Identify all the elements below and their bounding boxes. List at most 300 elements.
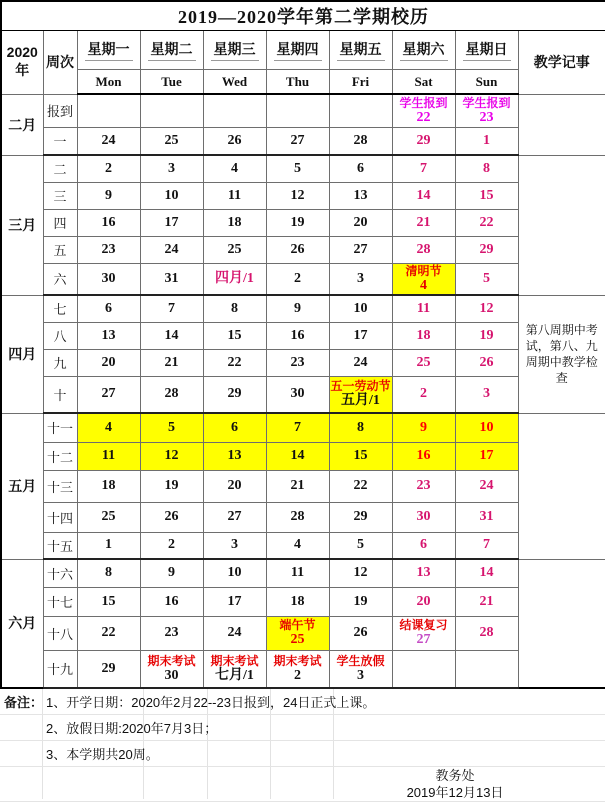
date-number: 21: [164, 354, 179, 370]
calendar-row: [1, 209, 605, 236]
day-cell: [203, 209, 266, 236]
signature-row: [0, 767, 605, 781]
week-number: 九: [43, 349, 77, 376]
day-cell: [77, 413, 140, 442]
day-cell: [77, 127, 140, 155]
day-cell: [329, 127, 392, 155]
remarks-section: [0, 689, 605, 799]
event-label: 期末考试: [147, 653, 196, 668]
date-number: 22: [353, 478, 368, 493]
day-cell: [392, 470, 455, 502]
date-number: 11: [101, 448, 116, 463]
day-cell: [455, 532, 518, 559]
week-number: 十八: [43, 616, 77, 650]
date-number: 3: [483, 386, 490, 402]
remark-text-2: 2、放假日期:2020年7月3日；: [46, 721, 218, 736]
date-number: 四月/1: [215, 270, 254, 286]
day-cell: [140, 376, 203, 413]
day-cell: [329, 349, 392, 376]
day-header-en: Mon: [77, 70, 140, 95]
day-cell: [329, 587, 392, 616]
date-number: 15: [479, 187, 494, 203]
month-label: 二月: [1, 94, 43, 155]
day-cell: [329, 413, 392, 442]
day-cell: [203, 263, 266, 295]
date-number: 29: [353, 509, 368, 524]
date-number: 9: [105, 187, 112, 203]
day-cell: [329, 442, 392, 470]
week-number: 二: [43, 155, 77, 182]
date-number: 19: [479, 327, 494, 343]
year-header: 2020年: [1, 31, 43, 95]
calendar-row: [1, 532, 605, 559]
date-number: 25: [290, 632, 305, 647]
date-number: 28: [290, 509, 305, 524]
day-cell: [455, 616, 518, 650]
event-label: 学生报到: [462, 95, 511, 110]
week-number: 十四: [43, 502, 77, 532]
teaching-notes-cell: [518, 155, 605, 295]
date-number: 23: [479, 109, 494, 125]
date-number: 26: [227, 132, 242, 148]
date-number: 16: [164, 593, 179, 609]
date-number: 23: [416, 478, 431, 493]
date-number: 4: [294, 537, 301, 553]
date-number: 30: [164, 667, 179, 683]
calendar-row: [1, 322, 605, 349]
date-number: 14: [479, 565, 494, 581]
calendar-row: [1, 127, 605, 155]
day-header-label: 星期四: [274, 39, 322, 61]
date-number: 8: [357, 419, 364, 435]
day-cell: [203, 349, 266, 376]
day-cell: [455, 155, 518, 182]
day-cell: [77, 349, 140, 376]
date-number: 29: [227, 386, 242, 402]
date-number: 27: [416, 632, 431, 647]
date-number: 5: [168, 419, 175, 435]
event-label: 清明节: [405, 263, 442, 278]
date-number: 4: [231, 160, 238, 176]
date-number: 11: [416, 300, 431, 316]
day-cell: [392, 155, 455, 182]
date-number: 29: [416, 132, 431, 148]
date-number: 14: [290, 448, 305, 463]
teaching-notes-header: 教学记事: [518, 31, 605, 95]
event-label: 端午节: [279, 618, 316, 632]
remark-line-2: [0, 715, 605, 741]
day-cell: [329, 532, 392, 559]
date-number: 17: [227, 593, 242, 609]
day-cell: [203, 470, 266, 502]
day-cell: [455, 559, 518, 587]
day-cell: [392, 263, 455, 295]
event-label: 学生放假: [336, 653, 385, 668]
day-cell: [455, 502, 518, 532]
calendar-row: [1, 236, 605, 263]
event-label: 结课复习: [399, 618, 448, 632]
date-number: 28: [416, 241, 431, 257]
day-cell: [266, 155, 329, 182]
day-cell: [266, 559, 329, 587]
day-cell: [266, 442, 329, 470]
day-cell: [77, 295, 140, 322]
day-cell: [140, 442, 203, 470]
date-number: 21: [479, 593, 494, 609]
day-cell: [392, 616, 455, 650]
date-number: 2: [168, 537, 175, 553]
teaching-notes-cell: 第八周期中考试，第八、九周期中教学检查: [518, 295, 605, 413]
date-number: 9: [294, 300, 301, 316]
week-number: 一: [43, 127, 77, 155]
day-cell: [77, 532, 140, 559]
day-cell: [392, 127, 455, 155]
day-cell: [329, 209, 392, 236]
remark-line-3: [0, 741, 605, 767]
month-label: 四月: [1, 295, 43, 413]
date-number: 28: [353, 132, 368, 148]
day-cell: [203, 587, 266, 616]
calendar-row: [1, 295, 605, 322]
day-cell: [329, 322, 392, 349]
day-cell: [140, 263, 203, 295]
day-cell: [455, 376, 518, 413]
day-cell: [203, 616, 266, 650]
day-cell: [455, 349, 518, 376]
day-cell: [392, 559, 455, 587]
day-cell: [329, 155, 392, 182]
calendar-row: [1, 559, 605, 587]
day-cell: [455, 587, 518, 616]
calendar-row: [1, 155, 605, 182]
day-cell: [392, 532, 455, 559]
day-cell: [329, 376, 392, 413]
date-number: 30: [101, 270, 116, 286]
calendar-row: [1, 182, 605, 209]
day-cell: [140, 322, 203, 349]
date-number: 五月/1: [341, 393, 380, 409]
week-number: 十七: [43, 587, 77, 616]
week-number: 十九: [43, 650, 77, 688]
date-number: 6: [357, 160, 364, 176]
day-cell: [77, 263, 140, 295]
calendar-row: [1, 376, 605, 413]
date-number: 24: [164, 241, 179, 257]
date-number: 13: [353, 187, 368, 203]
day-cell: [203, 650, 266, 688]
day-header-en: Sun: [455, 70, 518, 95]
day-header-en: Sat: [392, 70, 455, 95]
day-cell: [266, 502, 329, 532]
day-header-label: 星期一: [85, 39, 133, 61]
date-number: 9: [420, 419, 427, 435]
date-number: 31: [479, 509, 494, 524]
day-cell: [140, 587, 203, 616]
day-header-zh: [266, 31, 329, 70]
day-cell: [140, 295, 203, 322]
day-cell: [140, 532, 203, 559]
day-cell: [329, 502, 392, 532]
day-header-label: 星期六: [400, 39, 448, 61]
calendar-row: [1, 442, 605, 470]
date-number: 22: [479, 214, 494, 230]
day-cell: [455, 263, 518, 295]
day-cell: [203, 94, 266, 127]
day-cell: [203, 322, 266, 349]
day-cell: [392, 587, 455, 616]
header-row-english: [1, 70, 605, 95]
day-cell: [140, 650, 203, 688]
day-cell: [77, 236, 140, 263]
date-number: 7: [420, 160, 427, 176]
day-cell: [140, 209, 203, 236]
day-cell: [392, 236, 455, 263]
day-cell: [266, 182, 329, 209]
day-cell: [77, 559, 140, 587]
date-number: 5: [294, 160, 301, 176]
date-number: 5: [483, 270, 490, 286]
day-cell: [140, 502, 203, 532]
date-number: 1: [105, 537, 112, 553]
day-cell: [329, 94, 392, 127]
date-number: 7: [294, 419, 301, 435]
day-header-label: 星期五: [337, 39, 385, 61]
day-cell: [266, 209, 329, 236]
day-cell: [266, 413, 329, 442]
day-cell: [392, 376, 455, 413]
date-number: 17: [479, 448, 494, 463]
date-number: 29: [101, 660, 116, 676]
date-number: 14: [416, 187, 431, 203]
teaching-notes-cell: [518, 559, 605, 688]
date-number: 3: [357, 270, 364, 286]
date-number: 29: [479, 241, 494, 257]
date-number: 15: [101, 593, 116, 609]
date-number: 1: [483, 132, 490, 148]
day-cell: [329, 470, 392, 502]
header-row-chinese: [1, 31, 605, 70]
date-number: 7: [483, 537, 490, 553]
day-header-zh: [140, 31, 203, 70]
date-number: 28: [164, 386, 179, 402]
date-number: 22: [416, 109, 431, 125]
calendar-row: [1, 502, 605, 532]
day-cell: [392, 650, 455, 688]
day-cell: [140, 616, 203, 650]
day-header-label: 星期二: [148, 39, 196, 61]
date-number: 16: [416, 448, 431, 463]
page-title: 2019—2020学年第二学期校历: [1, 1, 605, 31]
day-cell: [77, 470, 140, 502]
calendar-row: [1, 616, 605, 650]
date-number: 8: [105, 565, 112, 581]
date-number: 11: [227, 187, 242, 203]
day-cell: [140, 470, 203, 502]
day-header-en: Tue: [140, 70, 203, 95]
date-number: 24: [479, 478, 494, 493]
day-header-label: 星期日: [463, 39, 511, 61]
date-number: 16: [290, 327, 305, 343]
event-label: 期末考试: [210, 653, 259, 668]
day-cell: [266, 616, 329, 650]
date-number: 19: [353, 593, 368, 609]
date-number: 31: [164, 270, 179, 286]
date-number: 18: [416, 327, 431, 343]
day-header-label: 星期三: [211, 39, 259, 61]
day-cell: [77, 650, 140, 688]
week-number: 五: [43, 236, 77, 263]
date-number: 21: [416, 214, 431, 230]
day-cell: [329, 182, 392, 209]
teaching-notes-cell: [518, 94, 605, 155]
day-cell: [203, 559, 266, 587]
day-cell: [455, 470, 518, 502]
day-cell: [203, 532, 266, 559]
week-number: 十六: [43, 559, 77, 587]
date-number: 22: [101, 625, 116, 640]
calendar-row: [1, 413, 605, 442]
date-number: 5: [357, 537, 364, 553]
date-row: [0, 781, 605, 802]
date-number: 8: [231, 300, 238, 316]
date-number: 27: [227, 509, 242, 524]
day-cell: [203, 155, 266, 182]
day-cell: [266, 650, 329, 688]
day-cell: [203, 127, 266, 155]
date-number: 6: [420, 537, 427, 553]
day-cell: [77, 376, 140, 413]
title-row: [1, 1, 605, 31]
date-number: 2: [105, 160, 112, 176]
day-cell: [455, 413, 518, 442]
day-cell: [140, 349, 203, 376]
signature-date: 2019年12月13日: [406, 784, 504, 800]
day-cell: [77, 616, 140, 650]
day-cell: [140, 236, 203, 263]
day-cell: [329, 295, 392, 322]
remark-text-3: 3、本学期共20周。: [46, 747, 159, 762]
day-cell: [329, 616, 392, 650]
calendar-row: [1, 263, 605, 295]
date-number: 27: [101, 386, 116, 402]
teaching-notes-cell: [518, 413, 605, 559]
calendar-row: [1, 470, 605, 502]
date-number: 17: [164, 214, 179, 230]
day-cell: [455, 209, 518, 236]
date-number: 10: [227, 565, 242, 581]
day-cell: [266, 349, 329, 376]
date-number: 14: [164, 327, 179, 343]
day-cell: [203, 295, 266, 322]
day-cell: [77, 442, 140, 470]
day-cell: [329, 650, 392, 688]
day-cell: [266, 376, 329, 413]
date-number: 20: [416, 593, 431, 609]
date-number: 23: [290, 354, 305, 370]
day-cell: [455, 127, 518, 155]
day-cell: [77, 502, 140, 532]
date-number: 15: [227, 327, 242, 343]
date-number: 19: [164, 478, 179, 493]
day-cell: [455, 236, 518, 263]
week-number: 十二: [43, 442, 77, 470]
date-number: 4: [420, 277, 427, 293]
week-number-header: 周次: [43, 31, 77, 95]
week-number: 四: [43, 209, 77, 236]
date-number: 7: [168, 300, 175, 316]
day-cell: [203, 182, 266, 209]
day-cell: [329, 263, 392, 295]
day-cell: [203, 236, 266, 263]
date-number: 28: [479, 625, 494, 640]
day-cell: [140, 559, 203, 587]
date-number: 13: [227, 448, 242, 463]
day-cell: [266, 322, 329, 349]
date-number: 4: [105, 419, 112, 435]
day-cell: [266, 587, 329, 616]
week-number: 十五: [43, 532, 77, 559]
calendar-row: [1, 94, 605, 127]
date-number: 13: [416, 565, 431, 581]
remark-label: 备注：: [4, 695, 44, 710]
day-cell: [455, 442, 518, 470]
date-number: 12: [353, 565, 368, 581]
day-cell: [392, 295, 455, 322]
date-number: 23: [164, 625, 179, 640]
day-cell: [392, 94, 455, 127]
day-header-en: Thu: [266, 70, 329, 95]
calendar-row: [1, 587, 605, 616]
date-number: 30: [290, 386, 305, 402]
date-number: 21: [290, 478, 305, 493]
event-label: 五一劳动节: [330, 379, 391, 394]
date-number: 12: [290, 187, 305, 203]
date-number: 22: [227, 354, 242, 370]
day-cell: [77, 322, 140, 349]
day-cell: [266, 263, 329, 295]
day-cell: [140, 94, 203, 127]
date-number: 七月/1: [215, 667, 254, 683]
day-header-en: Fri: [329, 70, 392, 95]
day-header-zh: [329, 31, 392, 70]
signature-office: 教务处: [435, 767, 475, 783]
month-label: 五月: [1, 413, 43, 559]
day-header-zh: [203, 31, 266, 70]
week-number: 六: [43, 263, 77, 295]
week-number: 三: [43, 182, 77, 209]
week-number: 八: [43, 322, 77, 349]
date-number: 10: [353, 300, 368, 316]
date-number: 19: [290, 214, 305, 230]
week-number: 十一: [43, 413, 77, 442]
day-cell: [140, 413, 203, 442]
week-number: 报到: [43, 94, 77, 127]
date-number: 20: [353, 214, 368, 230]
day-cell: [455, 650, 518, 688]
date-number: 27: [353, 241, 368, 257]
day-cell: [77, 209, 140, 236]
date-number: 2: [294, 667, 301, 683]
day-cell: [203, 376, 266, 413]
day-cell: [455, 94, 518, 127]
day-cell: [392, 322, 455, 349]
month-label: 六月: [1, 559, 43, 688]
month-label: 三月: [1, 155, 43, 295]
date-number: 17: [353, 327, 368, 343]
day-cell: [266, 470, 329, 502]
date-number: 25: [164, 132, 179, 148]
date-number: 12: [164, 448, 179, 463]
